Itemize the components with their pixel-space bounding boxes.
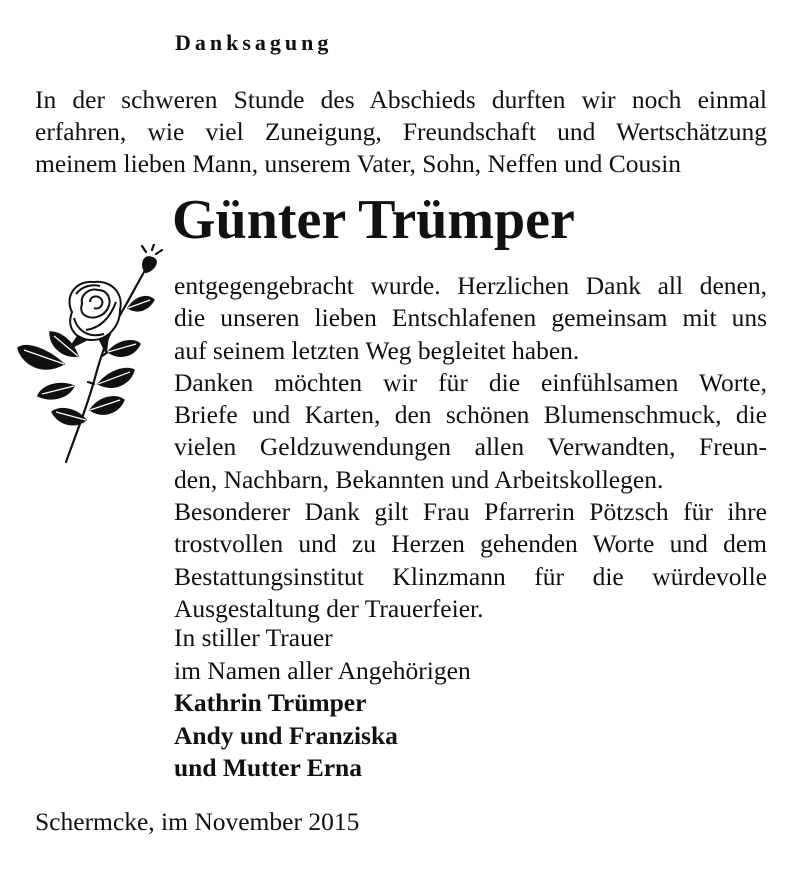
- thanks-line: Besonderer Dank gilt Frau Pfarrerin Pötzsch für ihre: [174, 497, 767, 527]
- thanks-line: trostvollen und zu Herzen gehenden Worte und dem: [174, 529, 767, 559]
- mourner-name: und Mutter Erna: [174, 753, 362, 782]
- deceased-name: Günter Trümper: [172, 189, 575, 251]
- thanks-line: Ausgestaltung der Trauerfeier.: [174, 593, 484, 623]
- closing-line: im Namen aller Angehörigen: [174, 655, 471, 685]
- rose-icon: [16, 244, 166, 466]
- thanks-line: den, Nachbarn, Bekannten und Arbeitskollegen.: [174, 464, 664, 494]
- thanks-line: die unseren lieben Entschlafenen gemeinsam mit uns: [174, 303, 767, 333]
- intro-line: erfahren, wie viel Zuneigung, Freundschaft und Wertschätzung: [35, 117, 767, 146]
- thanks-line: Danken möchten wir für die einfühlsamen Worte,: [174, 367, 767, 397]
- heading: Danksagung: [175, 30, 333, 55]
- mourner-name: Andy und Franziska: [174, 720, 398, 750]
- intro-paragraph: [35, 84, 767, 180]
- thanks-line: vielen Geldzuwendungen allen Verwandten, Freun-: [174, 432, 767, 462]
- mourner-name: Kathrin Trümper: [174, 688, 367, 717]
- thanks-line: Briefe und Karten, den schönen Blumenschmuck, die: [174, 400, 767, 430]
- intro-line: meinem lieben Mann, unserem Vater, Sohn, Neffen und Cousin: [35, 149, 682, 178]
- thanks-line: entgegengebracht wurde. Herzlichen Dank all denen,: [174, 271, 767, 300]
- thanks-line: auf seinem letzten Weg begleitet haben.: [174, 335, 580, 365]
- thanks-line: Bestattungsinstitut Klinzmann für die würdevolle: [174, 561, 767, 591]
- place-date: Schermcke, im November 2015: [35, 807, 360, 836]
- closing-line: In stiller Trauer: [174, 623, 333, 652]
- closing-block: [174, 622, 471, 785]
- thanks-paragraph: [174, 270, 767, 625]
- intro-line: In der schweren Stunde des Abschieds durften wir noch einmal: [35, 85, 767, 114]
